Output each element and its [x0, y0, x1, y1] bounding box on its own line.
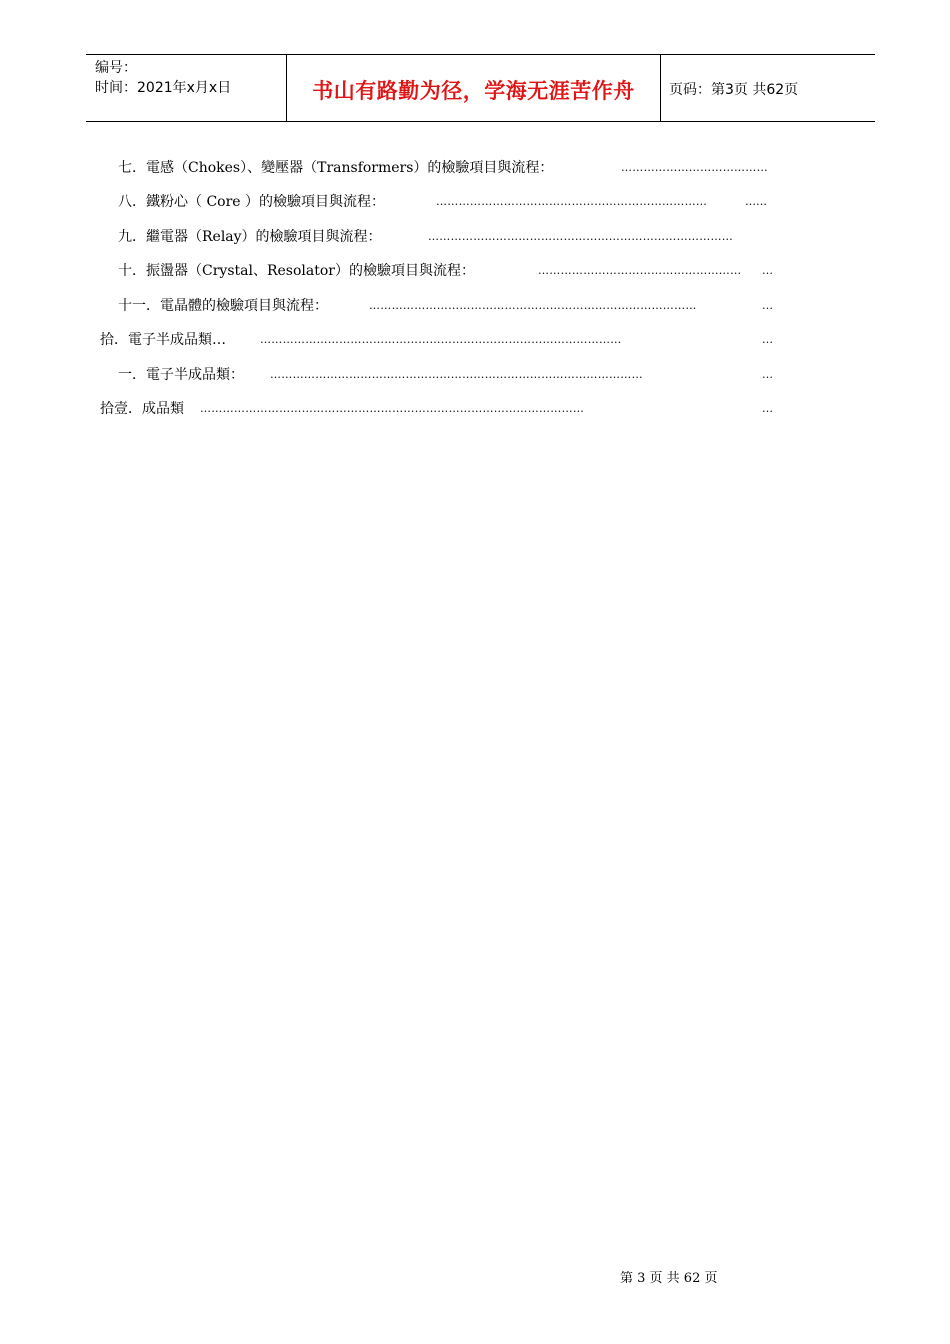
toc-leader-tail: … [762, 402, 773, 415]
toc-entry-9[interactable] [0, 226, 950, 248]
header-page-cell [661, 55, 875, 121]
toc-entry-section-10[interactable] [0, 329, 950, 351]
toc-leader-dots: ……………………………………………………………… [436, 195, 708, 208]
toc-entry-label: 九．繼電器（Relay）的檢驗項目與流程： [118, 229, 382, 245]
toc-entry-label: 拾壹．成品類 [100, 401, 184, 417]
toc-leader-dots: ………………………………………………………………………………………… [200, 402, 585, 415]
toc-leader-tail: … [762, 368, 773, 381]
toc-leader-tail: … [762, 264, 773, 277]
footer-page-number: 第 3 页 共 62 页 [620, 1271, 718, 1286]
page-info: 页码：第3页 共62页 [669, 82, 799, 98]
toc-entry-label: 拾．電子半成品類… [100, 332, 226, 348]
toc-entry-section-11[interactable] [0, 398, 950, 420]
toc-leader-dots: …………………………………………………………………………………… [260, 333, 622, 346]
toc-leader-dots: ………………………………… [621, 161, 768, 174]
toc-entry-11[interactable] [0, 295, 950, 317]
toc-leader-tail: …… [745, 195, 767, 208]
toc-entry-label: 七．電感（Chokes）、變壓器（Transformers）的檢驗項目與流程： [118, 160, 554, 176]
toc-entry-10[interactable] [0, 260, 950, 282]
toc-leader-dots: ……………………………………………………………………………………… [270, 368, 643, 381]
toc-entry-8[interactable] [0, 191, 950, 213]
toc-entry-label: 十一．電晶體的檢驗項目與流程： [118, 298, 328, 314]
toc-leader-tail: … [762, 333, 773, 346]
header-meta-cell [86, 55, 287, 121]
motto-text: 书山有路勤为径，学海无涯苦作舟 [312, 79, 635, 103]
time-label: 时间：2021年x月x日 [95, 80, 232, 96]
header-motto-cell [287, 55, 661, 121]
toc-entry-label: 八．鐵粉心（ Core ）的檢驗項目與流程： [118, 194, 386, 210]
toc-entry-label: 一．電子半成品類： [118, 367, 244, 383]
toc-entry-label: 十．振盪器（Crystal、Resolator）的檢驗項目與流程： [118, 263, 475, 279]
page-footer [620, 1267, 717, 1286]
document-header [86, 54, 875, 122]
toc-leader-dots: …………………………………………………………………………… [369, 299, 697, 312]
toc-leader-tail: … [762, 299, 773, 312]
toc-entry-sub-1[interactable] [0, 364, 950, 386]
toc-entry-7[interactable] [0, 157, 950, 179]
toc-leader-dots: ……………………………………………………………………… [428, 230, 734, 243]
toc-leader-dots: ……………………………………………… [538, 264, 742, 277]
code-label: 编号： [95, 60, 137, 76]
